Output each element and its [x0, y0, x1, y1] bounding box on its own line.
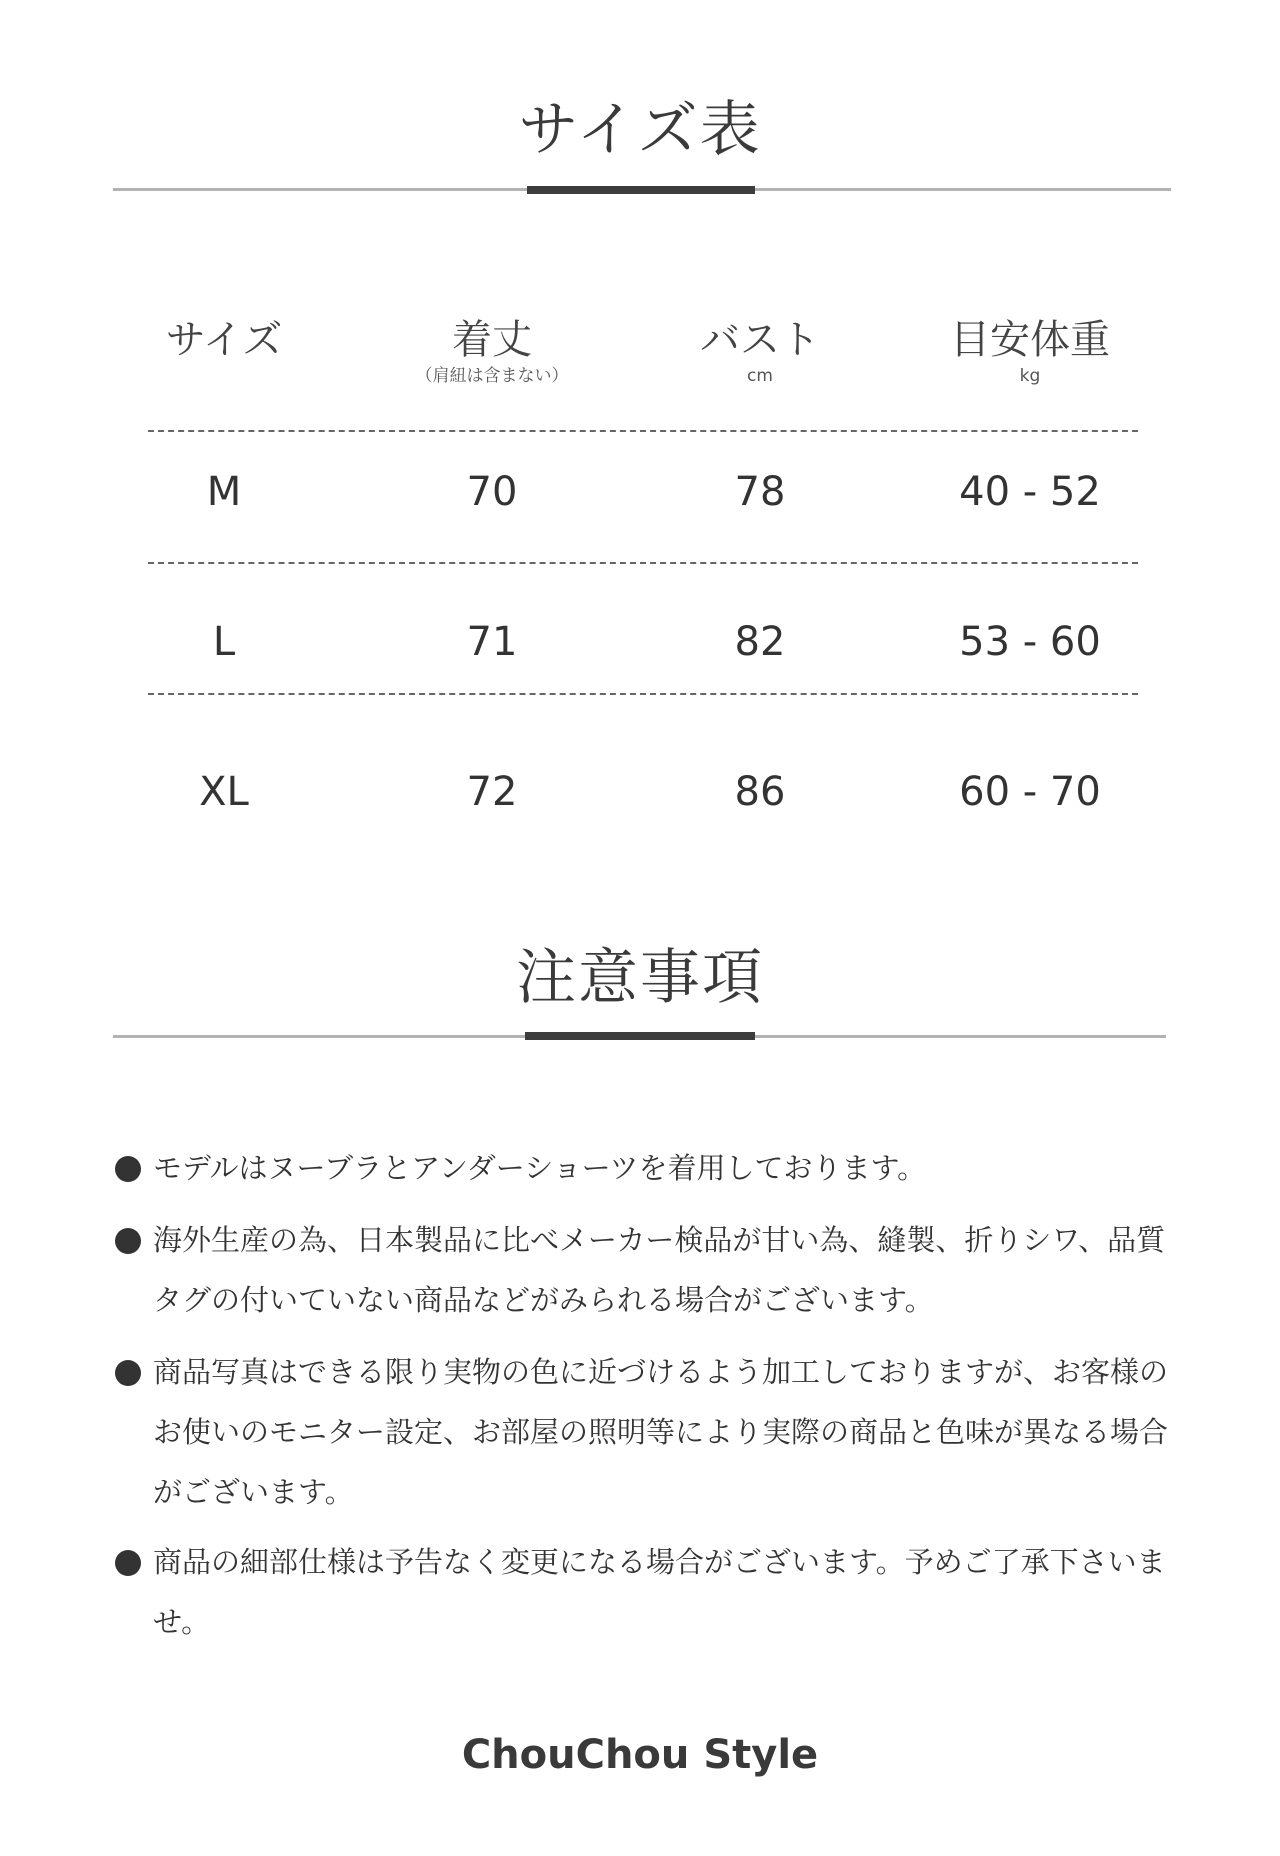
note-item	[115, 1138, 1175, 1198]
cell-weight: 60 - 70	[959, 769, 1101, 815]
header-bust-unit: cm	[747, 366, 773, 386]
bullet-icon	[115, 1156, 141, 1182]
size-chart-title: サイズ表	[518, 95, 762, 165]
row-divider	[148, 693, 1138, 695]
row-divider	[148, 562, 1138, 564]
header-size	[84, 316, 364, 364]
note-item	[115, 1342, 1175, 1522]
cell-bust: 82	[734, 619, 786, 665]
bullet-icon	[115, 1360, 141, 1386]
cell-weight: 40 - 52	[959, 469, 1101, 515]
cell-length: 71	[466, 619, 518, 665]
header-weight-unit: kg	[1019, 366, 1041, 386]
title-divider-accent	[527, 186, 755, 194]
note-text: 商品写真はできる限り実物の色に近づけるよう加工しておりますが、お客様のお使いのモニター設定、お部屋の照明等により実際の商品と色味が異なる場合がございます。	[153, 1355, 1169, 1509]
bullet-icon	[115, 1550, 141, 1576]
notes-divider-accent	[525, 1032, 755, 1040]
header-length	[352, 316, 632, 388]
cell-bust: 86	[734, 769, 786, 815]
header-length-note: （肩紐は含まない）	[415, 366, 569, 386]
bullet-icon	[115, 1228, 141, 1254]
note-item	[115, 1210, 1175, 1330]
note-item	[115, 1532, 1175, 1652]
cell-weight: 53 - 60	[959, 619, 1101, 665]
header-weight	[890, 316, 1170, 388]
note-text: 海外生産の為、日本製品に比べメーカー検品が甘い為、縫製、折りシワ、品質タグの付いていない商品などがみられる場合がございます。	[153, 1223, 1166, 1317]
header-weight-label: 目安体重	[950, 317, 1110, 363]
header-size-label: サイズ	[165, 317, 283, 363]
brand-logo: ChouChou Style	[461, 1732, 819, 1778]
cell-length: 70	[466, 469, 518, 515]
cell-length: 72	[466, 769, 518, 815]
header-bust-label: バスト	[700, 317, 820, 363]
note-text: 商品の細部仕様は予告なく変更になる場合がございます。予めご了承下さいませ。	[153, 1545, 1166, 1639]
header-length-label: 着丈	[452, 317, 532, 363]
note-text: モデルはヌーブラとアンダーショーツを着用しております。	[153, 1151, 927, 1185]
header-bust	[620, 316, 900, 388]
row-divider	[148, 430, 1138, 432]
cell-size: L	[212, 619, 236, 665]
cell-bust: 78	[734, 469, 786, 515]
notes-title: 注意事項	[516, 943, 764, 1013]
cell-size: XL	[199, 769, 249, 815]
cell-size: M	[206, 469, 242, 515]
